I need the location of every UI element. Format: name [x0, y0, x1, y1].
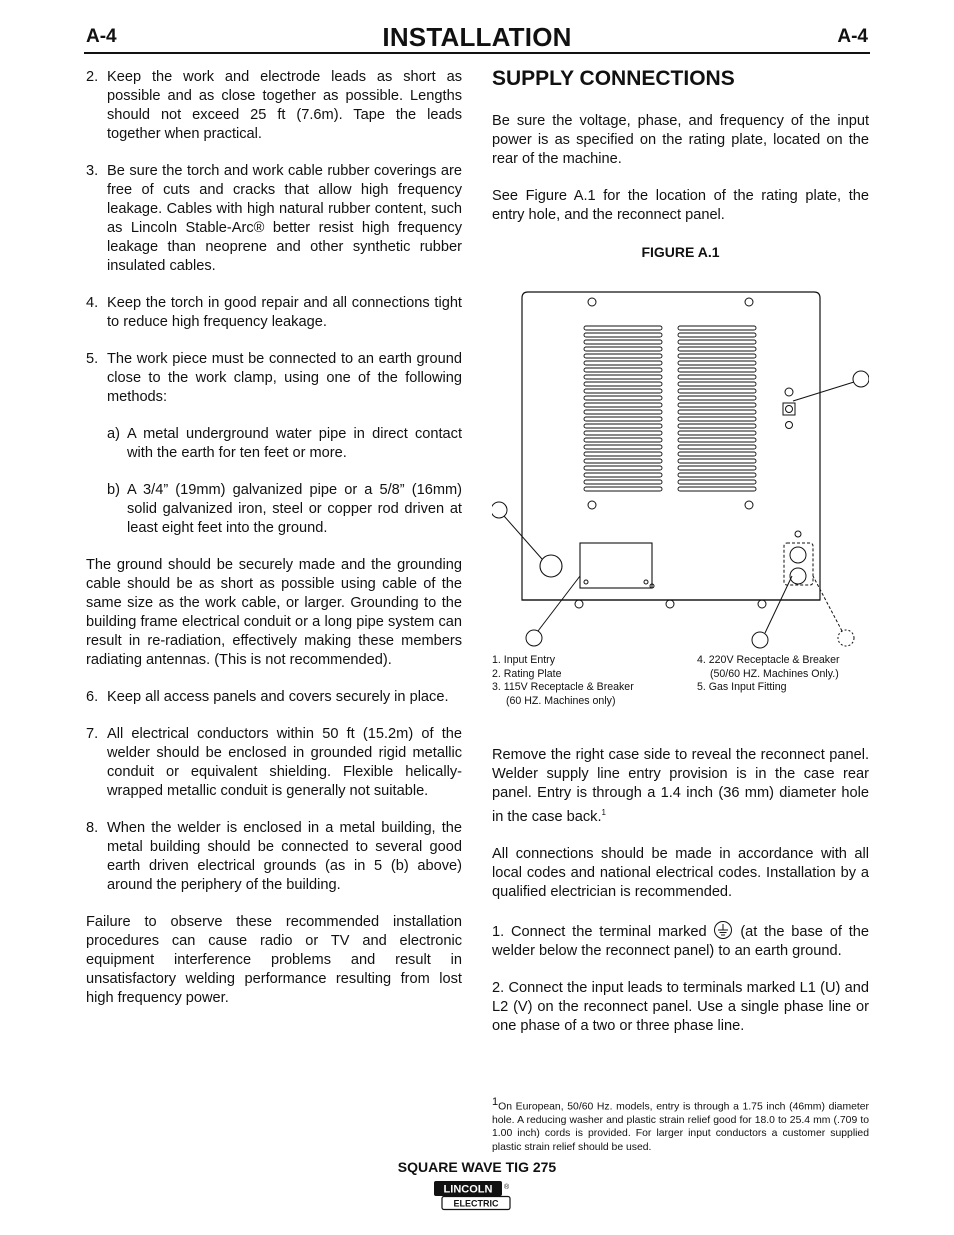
louver-slat — [678, 326, 756, 330]
supply-paragraph-6: 2. Connect the input leads to terminals marked L1 (U) and L2 (V) on the reconnect panel. Use a single phase line or one phase of a two or three phase line. — [492, 979, 869, 1034]
callout-4-leader — [813, 576, 842, 631]
louver-slat — [678, 375, 756, 379]
callout-2-leader — [538, 576, 580, 631]
louver-slat — [584, 361, 662, 365]
svg-text:®: ® — [504, 1184, 510, 1191]
louver-slat — [584, 354, 662, 358]
louver-slat — [678, 403, 756, 407]
receptacle-115v-icon — [790, 547, 806, 563]
louver-slat — [678, 438, 756, 442]
lincoln-electric-logo — [433, 1180, 511, 1211]
gas-fitting-nut — [783, 403, 795, 415]
figure-rear-panel — [492, 276, 869, 656]
louver-slat — [678, 487, 756, 491]
louver-slat — [678, 466, 756, 470]
sub-list-item: b) A 3/4” (19mm) galvanized pipe or a 5/8” (16mm) solid galvanized iron, steel or copper rod driven at least eight feet into the ground. — [107, 482, 462, 536]
louver-slat — [584, 340, 662, 344]
list-item: 8. When the welder is enclosed in a metal building, the metal building should be connected to several good earth driven electrical grounds (as in 5 (b) above) around the periphery of the building. — [86, 820, 462, 893]
rating-plate — [580, 543, 652, 588]
screw-icon — [758, 600, 766, 608]
figure-caption: FIGURE A.1 — [641, 244, 720, 260]
gas-fitting-icon — [786, 422, 793, 429]
header-rule — [84, 52, 870, 54]
list-item: 4. Keep the torch in good repair and all connections tight to reduce high frequency leakage. — [86, 295, 462, 330]
screw-icon — [745, 298, 753, 306]
screw-icon — [584, 580, 588, 584]
ground-paragraph: The ground should be securely made and the grounding cable should be as short as possible using cable of the same size as the work cable, or larger. Grounding to the building frame electrical conduit or a long pipe system can result in re-radiation, effectively making these members radiating antennas. (This is not recommended). — [86, 557, 462, 668]
louver-slat — [584, 466, 662, 470]
legend-item: 2. Rating Plate — [492, 667, 562, 680]
legend-item: 5. Gas Input Fitting — [697, 681, 787, 693]
louver-slat — [584, 396, 662, 400]
screw-icon — [795, 531, 801, 537]
louver-slat — [584, 438, 662, 442]
louver-grille-right — [678, 326, 756, 491]
louver-slat — [584, 459, 662, 463]
svg-text:LINCOLN: LINCOLN — [443, 1183, 493, 1196]
louver-slat — [678, 459, 756, 463]
legend-column-right — [697, 654, 869, 708]
callout-4-circle — [838, 630, 854, 646]
louver-slat — [584, 473, 662, 477]
legend-item: 4. 220V Receptacle & Breaker — [697, 654, 840, 666]
right-column — [492, 66, 869, 1154]
receptacle-box — [784, 543, 813, 585]
louver-slat — [584, 389, 662, 393]
louver-slat — [584, 382, 662, 386]
legend-column-left — [492, 654, 697, 708]
figure-legend — [492, 654, 869, 708]
supply-paragraph-1: Be sure the voltage, phase, and frequency of the input power is as specified on the rating plate, located on the rear of the machine. — [492, 113, 869, 167]
callout-3-circle — [752, 632, 768, 648]
left-column — [86, 68, 462, 1026]
supply-paragraph-3: Remove the right case side to reveal the reconnect panel. Welder supply line entry provision is in the case rear panel. Entry is through a 1.4 inch (36 mm) diameter hole in the case back.$^1$ — [492, 747, 869, 825]
callout-1-leader — [504, 516, 542, 559]
page-title: INSTALLATION — [382, 22, 572, 52]
louver-slat — [678, 452, 756, 456]
rear-panel-diagram — [492, 276, 869, 656]
callout-5-leader — [793, 382, 854, 401]
list-item: 6. Keep all access panels and covers securely in place. — [86, 689, 449, 705]
earth-ground-icon — [713, 920, 733, 940]
louver-slat — [678, 396, 756, 400]
louver-slat — [678, 417, 756, 421]
list-item: 5. The work piece must be connected to an earth ground close to the work clamp, using one of the following methods: — [86, 351, 462, 405]
louver-slat — [678, 410, 756, 414]
list-item: 2. Keep the work and electrode leads as short as possible and as close together as possible. Lengths should not exceed 25 ft (7.6m). Tape the leads together when practical. — [86, 69, 462, 142]
louver-slat — [678, 347, 756, 351]
sub-list-item: a) A metal underground water pipe in direct contact with the earth for ten feet or more. — [107, 426, 462, 461]
louver-slat — [584, 445, 662, 449]
louver-slat — [584, 347, 662, 351]
footnote: $^1$On European, 50/60 Hz. models, entry is through a 1.75 inch (46mm) diameter hole. A reducing washer and plastic strain relief good for 18.0 to 25.4 mm (.709 to 1.00 inch) cords is provided. For larger input conductors a customer supplied plastic strain relief should be used. — [492, 1095, 869, 1153]
case-outline — [522, 292, 820, 600]
list-item: 7. All electrical conductors within 50 ft (15.2m) of the welder should be enclosed in grounded rigid metallic conduit or equivalent shielding. Flexible helically-wrapped metallic conduit is generally not suitable. — [86, 726, 462, 799]
input-entry-hole — [540, 555, 562, 577]
louver-slat — [584, 375, 662, 379]
header-section-code-right: A-4 — [837, 26, 868, 47]
header-section-code-left: A-4 — [86, 26, 117, 47]
callout-3-leader — [765, 576, 792, 633]
louver-slat — [678, 424, 756, 428]
legend-item: (60 HZ. Machines only) — [506, 694, 616, 707]
louver-slat — [678, 333, 756, 337]
legend-item: 3. 115V Receptacle & Breaker — [492, 681, 634, 693]
louver-slat — [678, 382, 756, 386]
louver-slat — [584, 403, 662, 407]
screw-icon — [588, 501, 596, 509]
louver-slat — [678, 340, 756, 344]
screw-icon — [575, 600, 583, 608]
louver-slat — [584, 452, 662, 456]
screw-icon — [745, 501, 753, 509]
closing-paragraph: Failure to observe these recommended installation procedures can cause radio or TV and electronic equipment interference problems and result in unsatisfactory welding performance resulting from lost high frequency power. — [86, 914, 462, 1006]
callout-1-circle — [492, 502, 507, 518]
louver-slat — [584, 487, 662, 491]
louver-slat — [678, 354, 756, 358]
supply-paragraph-4: All connections should be made in accordance with all local codes and national electrical codes. Installation by a qualified electrician is recommended. — [492, 845, 869, 900]
louver-slat — [584, 480, 662, 484]
screw-icon — [588, 298, 596, 306]
louver-slat — [678, 361, 756, 365]
louver-slat — [584, 417, 662, 421]
louver-slat — [584, 333, 662, 337]
louver-slat — [678, 431, 756, 435]
louver-slat — [584, 424, 662, 428]
louver-slat — [678, 368, 756, 372]
gas-fitting-icon — [785, 388, 793, 396]
legend-item: (50/60 HZ. Machines Only.) — [710, 667, 839, 680]
legend-item: 1. Input Entry — [492, 654, 556, 666]
louver-slat — [678, 445, 756, 449]
gas-fitting-icon — [786, 406, 793, 413]
louver-slat — [678, 473, 756, 477]
louver-slat — [584, 368, 662, 372]
svg-text:ELECTRIC: ELECTRIC — [453, 1198, 499, 1209]
louver-slat — [584, 326, 662, 330]
callout-5-circle — [853, 371, 869, 387]
supply-paragraph-2: See Figure A.1 for the location of the rating plate, the entry hole, and the reconnect panel. — [492, 188, 869, 223]
screw-icon — [644, 580, 648, 584]
footer-model-name: SQUARE WAVE TIG 275 — [397, 1159, 557, 1175]
receptacle-220v-icon — [790, 568, 806, 584]
supply-paragraph-5: 1. Connect the terminal marked (at the base of the welder below the reconnect panel) to an earth ground. — [492, 920, 869, 961]
louver-slat — [584, 431, 662, 435]
screw-icon — [666, 600, 674, 608]
louver-grille-left — [584, 326, 662, 491]
list-item: 3. Be sure the torch and work cable rubber coverings are free of cuts and cracks that allow high frequency leakage. Cables with high natural rubber content, such as Lincoln Stable-Arc® better resist high frequency leakage than neoprene and other synthetic rubber insulated cables. — [86, 163, 462, 274]
louver-slat — [678, 389, 756, 393]
louver-slat — [678, 480, 756, 484]
louver-slat — [584, 410, 662, 414]
section-title: SUPPLY CONNECTIONS — [492, 67, 735, 90]
callout-2-circle — [526, 630, 542, 646]
